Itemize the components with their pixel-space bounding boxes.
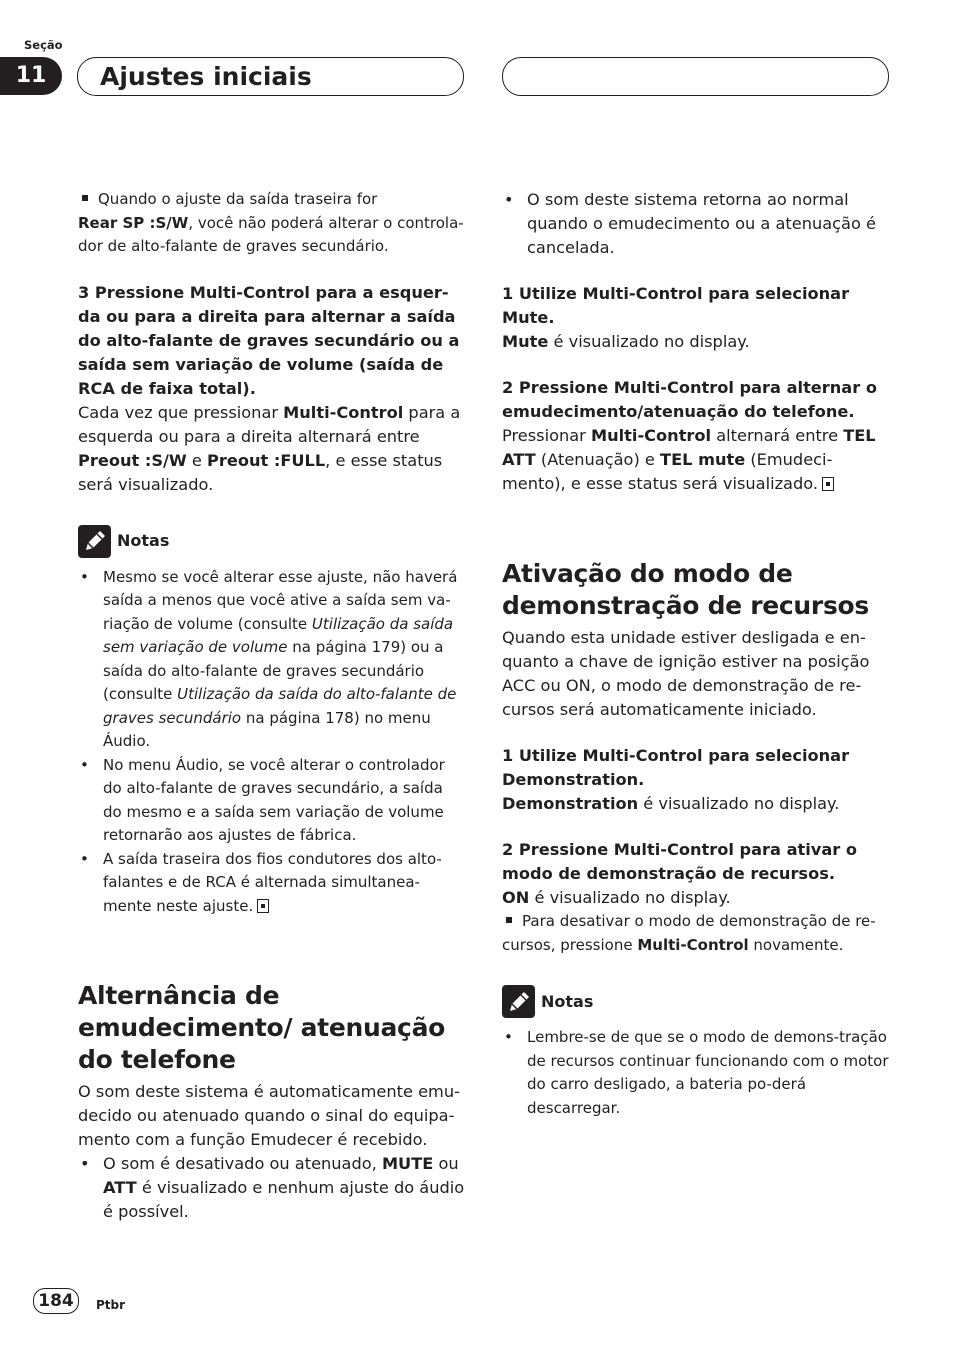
list-item: • O som deste sistema retorna ao normal quando o emudecimento ou a atenuação é cancelada. — [502, 188, 890, 260]
demo-step-1-heading: 1 Utilize Multi-Control para selecionar Demonstration. — [502, 746, 850, 789]
demo-off-note: Para desativar o modo de demonstração de re-cursos, pressione Multi-Control novamente. — [502, 912, 876, 954]
page-number: 184 — [33, 1288, 79, 1314]
notes-header — [502, 985, 890, 1018]
notes-header — [78, 525, 466, 558]
demo-step-2-text: ON é visualizado no display. — [502, 888, 731, 907]
section-heading-demo: Ativação do modo de demonstração de recursos — [502, 559, 869, 620]
notes-label: Notas — [541, 991, 594, 1011]
section-number: 11 — [0, 57, 62, 95]
mute-bullets — [78, 1152, 466, 1224]
notes-list — [78, 566, 466, 919]
mute-intro: O som deste sistema é automaticamente emu-decido ou atenuado quando o sinal do equipa-mento com a função Emudecer é recebido. — [78, 1082, 460, 1149]
list-item: • No menu Áudio, se você alterar o controlador do alto-falante de graves secundário, a saída do mesmo e a saída sem variação de volume retornarão aos ajustes de fábrica. — [78, 754, 466, 848]
step-2-text: Pressionar Multi-Control alternará entre TEL ATT (Atenuação) e TEL mute (Emudeci-mento), e esse status será visualizado. — [502, 426, 876, 493]
demo-step-2-heading: 2 Pressione Multi-Control para ativar o modo de demonstração de recursos. — [502, 840, 858, 883]
list-item: • Lembre-se de que se o modo de demons-tração de recursos continuar funcionando com o motor do carro desligado, a bateria po-derá descarregar. — [502, 1026, 890, 1120]
language-code: Ptbr — [96, 1298, 126, 1312]
chapter-title: Ajustes iniciais — [100, 62, 312, 91]
demo-intro: Quando esta unidade estiver desligada e en-quanto a chave de ignição estiver na posição ACC ou ON, o modo de demonstração de re-cursos será automaticamente iniciado. — [502, 628, 870, 719]
notes-label: Notas — [117, 531, 170, 550]
step-1-text: Mute é visualizado no display. — [502, 332, 750, 351]
step-3-heading: 3 Pressione Multi-Control para a esquer-da ou para a direita para alternar a saída do alto-falante de graves secundário ou a saída sem variação de volume (saída de RCA de faixa total). — [78, 282, 460, 398]
step-2-heading: 2 Pressione Multi-Control para alternar o emudecimento/atenuação do telefone. — [502, 378, 877, 421]
left-column — [78, 188, 466, 1224]
demo-step-1-text: Demonstration é visualizado no display. — [502, 794, 840, 813]
notes-list — [502, 1026, 890, 1120]
note-square-icon — [506, 917, 512, 923]
list-item: • O som é desativado ou atenuado, MUTE ou ATT é visualizado e nenhum ajuste do áudio é possível. — [78, 1152, 466, 1224]
end-mark-icon — [822, 477, 834, 491]
pencil-icon — [78, 525, 111, 558]
section-heading-mute: Alternância de emudecimento/ atenuação do telefone — [78, 981, 446, 1074]
restore-bullets — [502, 188, 890, 260]
chapter-title-box — [77, 57, 464, 96]
step-3-text: Cada vez que pressionar Multi-Control para a esquerda ou para a direita alternará entre Preout :S/W e Preout :FULL, e esse status será visualizado. — [78, 402, 461, 494]
right-header-box — [502, 57, 889, 96]
list-item: • Mesmo se você alterar esse ajuste, não haverá saída a menos que você ative a saída sem va-riação de volume (consulte Utilização da saída sem variação de volume na página 179) ou a saída do alto-falante de graves secundário (consulte Utilização da saída do alto-falante de graves secundário na página 178) no menu Áudio. — [78, 566, 466, 754]
pencil-icon — [502, 985, 535, 1018]
right-column — [502, 188, 890, 1120]
end-mark-icon — [257, 899, 269, 913]
list-item: • A saída traseira dos fios condutores dos alto-falantes e de RCA é alternada simultanea-mente neste ajuste. — [78, 848, 466, 919]
note-square-icon — [82, 195, 88, 201]
section-label: Seção — [24, 38, 63, 52]
step-1-heading: 1 Utilize Multi-Control para selecionar Mute. — [502, 284, 850, 327]
rear-output-note: Quando o ajuste da saída traseira for Rear SP :S/W, você não poderá alterar o controla-dor de alto-falante de graves secundário. — [78, 190, 464, 255]
